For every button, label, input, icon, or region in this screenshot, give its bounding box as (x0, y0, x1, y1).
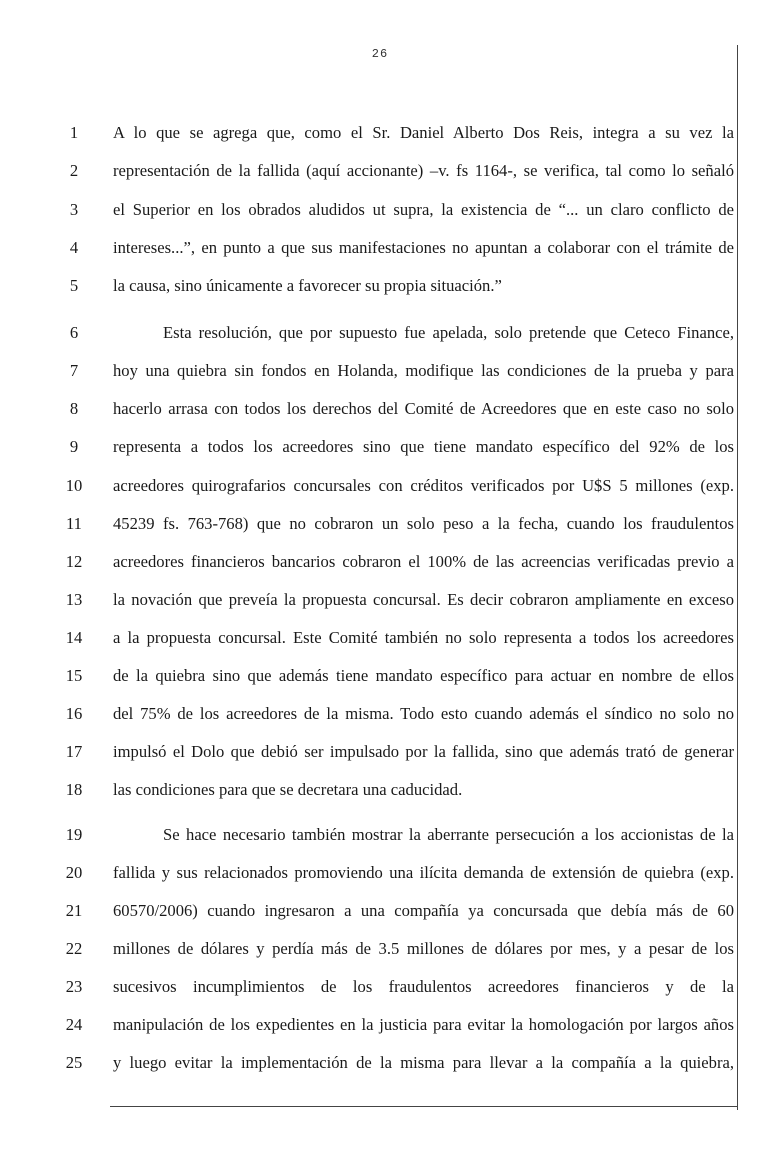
line-number: 9 (69, 437, 79, 456)
text-line (0, 701, 760, 727)
line-text: hacerlo arrasa con todos los derechos del Comité de Acreedores que en este caso no solo (113, 399, 734, 418)
line-number: 18 (65, 780, 83, 799)
line-text: del 75% de los acreedores de la misma. Todo esto cuando además el síndico no solo no (113, 704, 734, 723)
line-number: 2 (69, 161, 79, 180)
text-line (0, 587, 760, 613)
text-line (0, 822, 760, 848)
line-number: 12 (65, 552, 83, 571)
bottom-rule (110, 1106, 738, 1107)
line-text: fallida y sus relacionados promoviendo una ilícita demanda de extensión de quiebra (exp. (113, 863, 734, 882)
line-number: 15 (65, 666, 83, 685)
text-line (0, 663, 760, 689)
line-text: la causa, sino únicamente a favorecer su propia situación.” (113, 276, 502, 295)
line-text: manipulación de los expedientes en la justicia para evitar la homologación por largos años (113, 1015, 734, 1034)
line-number: 6 (69, 323, 79, 342)
line-number: 1 (69, 123, 79, 142)
line-text: acreedores financieros bancarios cobraron el 100% de las acreencias verificadas previo a (113, 552, 734, 571)
line-text: el Superior en los obrados aludidos ut supra, la existencia de “... un claro conflicto de (113, 200, 734, 219)
text-line (0, 625, 760, 651)
line-number: 16 (65, 704, 83, 723)
line-number: 23 (65, 977, 83, 996)
text-line (0, 860, 760, 886)
line-text: sucesivos incumplimientos de los fraudulentos acreedores financieros y de la (113, 977, 734, 996)
line-number: 21 (65, 901, 83, 920)
text-line (0, 1050, 760, 1076)
text-line (0, 898, 760, 924)
text-line (0, 511, 760, 537)
line-number: 17 (65, 742, 83, 761)
text-line (0, 434, 760, 460)
line-text: representación de la fallida (aquí accionante) –v. fs 1164-, se verifica, tal como lo señaló (113, 161, 734, 180)
line-text: acreedores quirografarios concursales con créditos verificados por U$S 5 millones (exp. (113, 476, 734, 495)
text-line (0, 320, 760, 346)
line-number: 7 (69, 361, 79, 380)
line-number: 4 (69, 238, 79, 257)
line-number: 10 (65, 476, 83, 495)
line-text: las condiciones para que se decretara una caducidad. (113, 780, 463, 799)
line-text: hoy una quiebra sin fondos en Holanda, modifique las condiciones de la prueba y para (113, 361, 734, 380)
line-text: la novación que preveía la propuesta concursal. Es decir cobraron ampliamente en exceso (113, 590, 734, 609)
line-number: 25 (65, 1053, 83, 1072)
line-text: y luego evitar la implementación de la misma para llevar a la compañía a la quiebra, (113, 1053, 734, 1072)
line-number: 20 (65, 863, 83, 882)
text-line (0, 777, 760, 803)
line-number: 8 (69, 399, 79, 418)
line-text: 60570/2006) cuando ingresaron a una compañía ya concursada que debía más de 60 (113, 901, 734, 920)
text-line (0, 974, 760, 1000)
line-number: 5 (69, 276, 79, 295)
text-line (0, 936, 760, 962)
text-line (0, 120, 760, 146)
line-text: A lo que se agrega que, como el Sr. Daniel Alberto Dos Reis, integra a su vez la (113, 123, 734, 142)
line-text: intereses...”, en punto a que sus manifestaciones no apuntan a colaborar con el trámite de (113, 238, 734, 257)
line-number: 13 (65, 590, 83, 609)
line-text: Esta resolución, que por supuesto fue apelada, solo pretende que Ceteco Finance, (163, 323, 734, 342)
line-text: de la quiebra sino que además tiene mandato específico para actuar en nombre de ellos (113, 666, 734, 685)
line-text: impulsó el Dolo que debió ser impulsado por la fallida, sino que además trató de generar (113, 742, 734, 761)
text-line (0, 473, 760, 499)
line-number: 14 (65, 628, 83, 647)
text-line (0, 1012, 760, 1038)
line-number: 3 (69, 200, 79, 219)
line-number: 11 (66, 514, 82, 533)
line-text: millones de dólares y perdía más de 3.5 millones de dólares por mes, y a pesar de los (113, 939, 734, 958)
line-text: a la propuesta concursal. Este Comité también no solo representa a todos los acreedores (113, 628, 734, 647)
line-text: Se hace necesario también mostrar la aberrante persecución a los accionistas de la (163, 825, 734, 844)
text-line (0, 273, 760, 299)
text-line (0, 197, 760, 223)
line-number: 22 (65, 939, 83, 958)
text-line (0, 235, 760, 261)
line-text: 45239 fs. 763-768) que no cobraron un solo peso a la fecha, cuando los fraudulentos (113, 514, 734, 533)
text-line (0, 358, 760, 384)
text-line (0, 158, 760, 184)
text-line (0, 396, 760, 422)
line-number: 19 (65, 825, 83, 844)
line-text: representa a todos los acreedores sino que tiene mandato específico del 92% de los (113, 437, 734, 456)
text-line (0, 739, 760, 765)
page-number: 26 (371, 47, 389, 61)
text-line (0, 549, 760, 575)
line-number: 24 (65, 1015, 83, 1034)
